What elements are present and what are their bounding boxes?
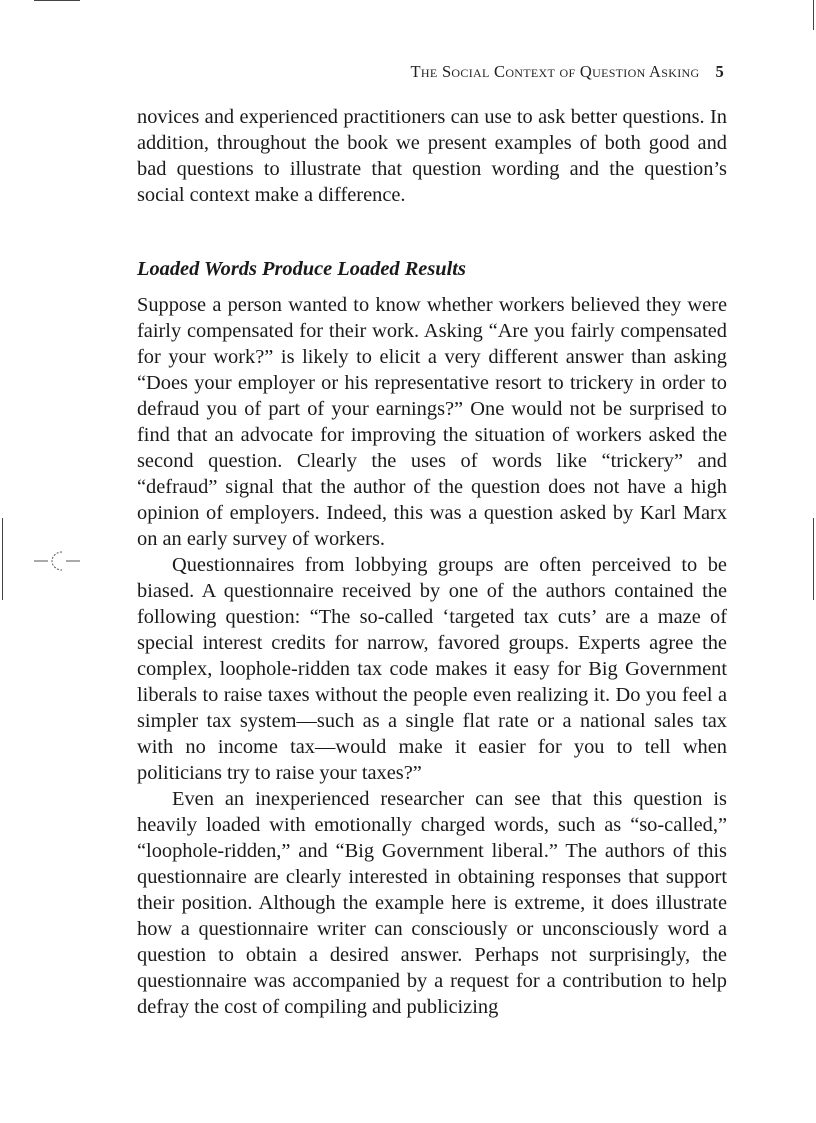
intro-paragraph: novices and experienced practitioners can use to ask better questions. In addition, throughout the book we present examples of both good and bad questions to illustrate that question wording and the question’s social context make a difference. [137, 106, 727, 206]
page-body [137, 104, 727, 1020]
crop-mark-left [2, 518, 3, 600]
registration-mark-icon [32, 548, 82, 574]
crop-mark-top [34, 0, 80, 1]
crop-mark-right [813, 518, 814, 600]
running-head-title: The Social Context of Question Asking [410, 62, 700, 81]
body-paragraph-2: Questionnaires from lobbying groups are often perceived to be biased. A questionnaire received by one of the authors contained the following question: “The so-called ‘targeted tax cuts’ are a maze of special interest credits for narrow, favored groups. Experts agree the complex, loophole-ridden tax code makes it easy for Big Government liberals to raise taxes without the people even realizing it. Do you feel a simpler tax system—such as a single flat rate or a national sales tax with no income tax—would make it easier for you to tell when politicians try to raise your taxes?” [137, 554, 727, 784]
crop-mark-top-right [813, 0, 814, 30]
body-paragraph-1: Suppose a person wanted to know whether workers believed they were fairly compensated for their work. Asking “Are you fairly compensated for your work?” is likely to elicit a very different answer than asking “Does your employer or his representative resort to trickery in order to defraud you of part of your earnings?” One would not be surprised to find that an advocate for improving the situation of workers asked the second question. Clearly the uses of words like “trickery” and “defraud” signal that the author of the question does not have a high opinion of employers. Indeed, this was a question asked by Karl Marx on an early survey of workers. [137, 294, 727, 550]
page-number: 5 [715, 62, 724, 81]
section-heading: Loaded Words Produce Loaded Results [137, 258, 466, 280]
body-paragraph-3: Even an inexperienced researcher can see that this question is heavily loaded with emotionally charged words, such as “so-called,” “loophole-ridden,” and “Big Government liberal.” The authors of this questionnaire are clearly interested in obtaining responses that support their position. Although the example here is extreme, it does illustrate how a questionnaire writer can consciously or unconsciously word a question to obtain a desired answer. Perhaps not surprisingly, the questionnaire was accompanied by a request for a contribution to help defray the cost of compiling and publicizing [137, 788, 727, 1018]
running-head [411, 62, 724, 82]
